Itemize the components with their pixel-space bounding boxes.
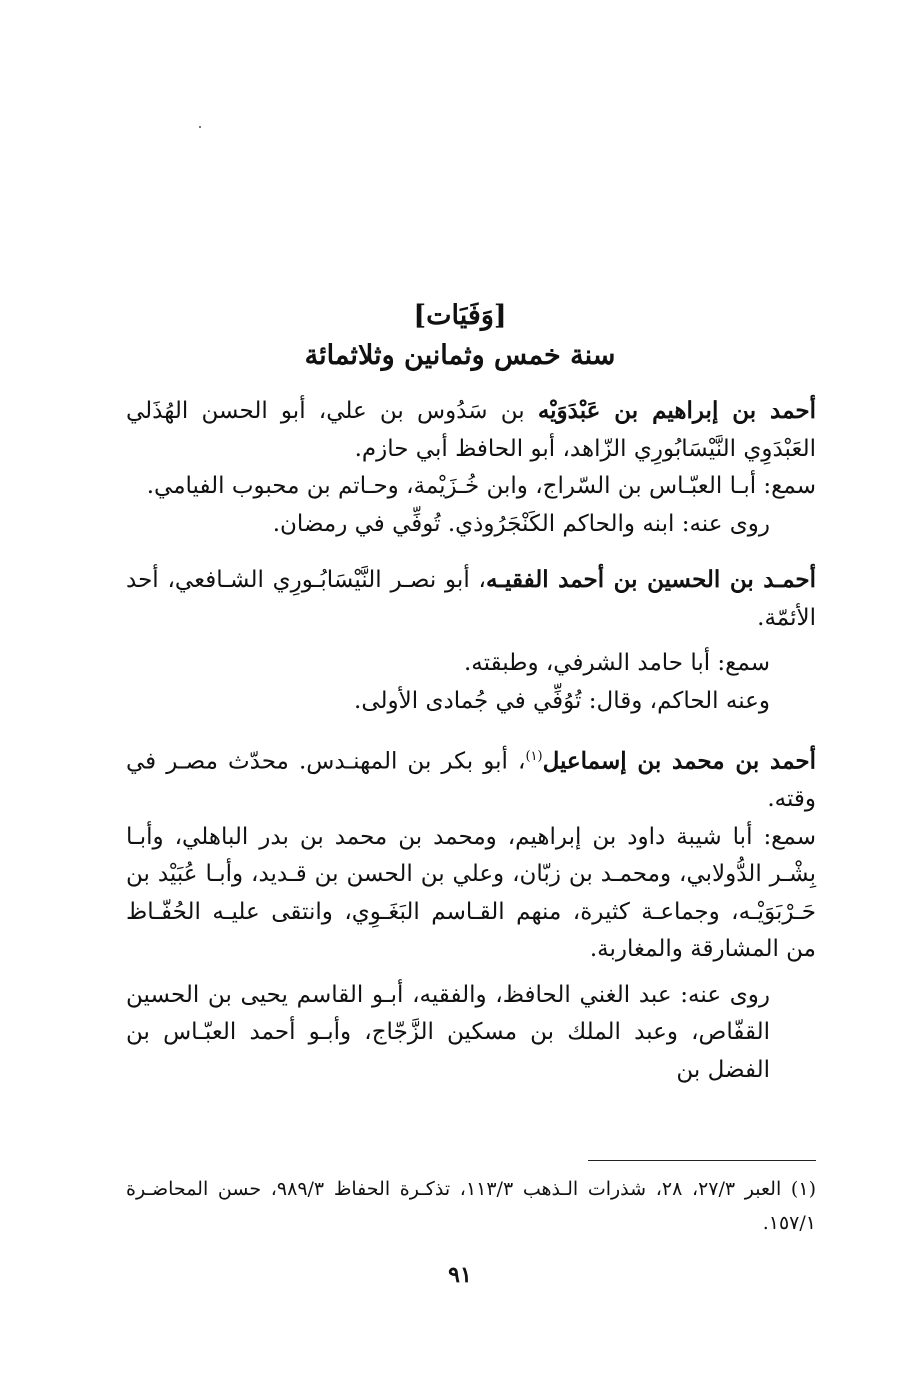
section-heading: [وَفَيَات]	[413, 300, 507, 331]
entry-2-header	[126, 561, 816, 637]
entry-1-heard-from: سمع: أبـا العبّـاس بن السّراج، وابن خُـزَيْمة، وحـاتم بن محبوب الفيامي.	[146, 473, 816, 499]
scan-speck	[199, 126, 201, 128]
entry-1-header	[126, 392, 816, 468]
entry-3-header	[126, 738, 816, 819]
footnote-ref[interactable]: (١)	[525, 749, 543, 764]
entry-1-name: أحمد بن إبراهيم بن عَبْدَوَيْه	[537, 397, 817, 424]
entry-2-narrated-by: وعنه الحاكم، وقال: تُوُفِّي في جُمادى الأولى.	[354, 687, 770, 714]
footnote-separator	[588, 1160, 816, 1161]
entry-2-name: أحمـد بن الحسين بن أحمد الفقيـه	[485, 566, 816, 593]
entry-1-narrated-by: روى عنه: ابنه والحاكم الكَنْجَرُوذي. تُوفِّي في رمضان.	[272, 510, 770, 537]
entry-1-intro: بن سَدُوس بن علي، أبو الحسن الهُذَلي العَبْدَوِي النَّيْسَابُورِي الزّاهد، أبو الحافظ أبي حازم.	[126, 398, 816, 462]
entry-2-heard-from: سمع: أبا حامد الشرفي، وطبقته.	[464, 650, 770, 676]
entry-3-narrated-by: روى عنه: عبد الغني الحافظ، والفقيه، أبـو القاسم يحيى بن الحسين القفّاص، وعبد الملك بن مسكين الزَّجّاج، وأبـو أحمد العبّـاس بن الفضل بن	[126, 981, 770, 1083]
entry-3-heard-from: سمع: أبا شيبة داود بن إبراهيم، ومحمد بن محمد بن بدر الباهلي، وأبـا بِشْـر الدُّولابي، ومحمـد بن زبّان، وعلي بن الحسن بن قـديد، وأبـا عُبَيْد بن حَـرْبَوَيْـه، وجماعـة كثيرة، منهم القـاسم البَغَـوِي، وانتقى عليـه الحُفّـاظ من المشارقة والمغاربة.	[126, 823, 816, 963]
entry-3-intro: ، أبو بكر بن المهنـدس. محدّث مصـر في وقته.	[126, 748, 816, 813]
entry-2-intro: ، أبو نصـر النَّيْسَابُـورِي الشـافعي، أحد الأئمّة.	[126, 567, 816, 631]
year-heading: سنة خمس وثمانين وثلاثمائة	[304, 340, 616, 371]
footnote: (١) العبر ٢٧/٣، ٢٨، شذرات الـذهب ١١٣/٣، تذكـرة الحفاظ ٩٨٩/٣، حسن المحاضـرة ١٥٧/١.	[126, 1178, 816, 1234]
entry-3-name: أحمد بن محمد بن إسماعيل	[542, 747, 816, 775]
main-text	[126, 392, 816, 1089]
page-number: ٩١	[448, 1262, 472, 1288]
